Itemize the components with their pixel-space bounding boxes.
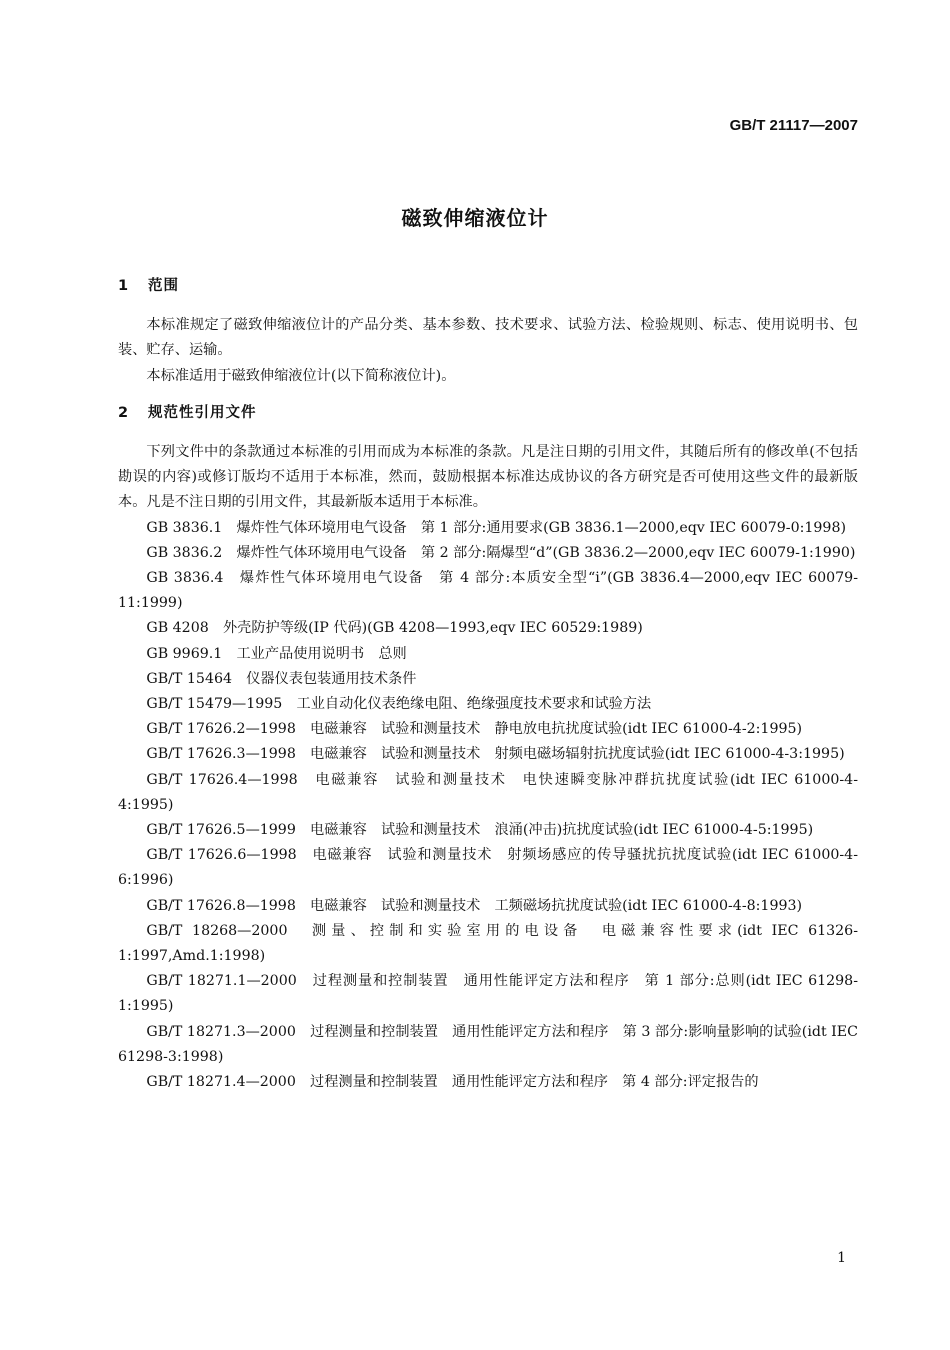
section-2-heading — [118, 401, 858, 426]
reference-item: GB 3836.1 爆炸性气体环境用电气设备 第 1 部分:通用要求(GB 3836.1—2000,eqv IEC 60079-0:1998) — [146, 519, 847, 536]
document-body — [118, 274, 858, 1095]
section-2-intro: 下列文件中的条款通过本标准的引用而成为本标准的条款。凡是注日期的引用文件，其随后所有的修改单(不包括勘误的内容)或修订版均不适用于本标准，然而，鼓励根据本标准达成协议的各方研究是否可使用这些文件的最新版本。凡是不注日期的引用文件，其最新版本适用于本标准。 — [118, 444, 858, 511]
section-1-paragraph-2: 本标准适用于磁致伸缩液位计(以下简称液位计)。 — [146, 367, 456, 384]
reference-item: GB/T 17626.6—1998 电磁兼容 试验和测量技术 射频场感应的传导骚扰抗扰度试验(idt IEC 61000-4-6:1996) — [118, 847, 858, 889]
reference-item: GB 3836.2 爆炸性气体环境用电气设备 第 2 部分:隔爆型“d”(GB 3836.2—2000,eqv IEC 60079-1:1990) — [146, 544, 856, 561]
section-1-paragraph-1: 本标准规定了磁致伸缩液位计的产品分类、基本参数、技术要求、试验方法、检验规则、标志、使用说明书、包装、贮存、运输。 — [118, 317, 858, 359]
section-2-title: 规范性引用文件 — [148, 404, 257, 421]
section-1-number: 1 — [118, 278, 130, 294]
reference-item: GB/T 18271.4—2000 过程测量和控制装置 通用性能评定方法和程序 第 4 部分:评定报告的 — [146, 1074, 759, 1091]
reference-item: GB/T 17626.8—1998 电磁兼容 试验和测量技术 工频磁场抗扰度试验(idt IEC 61000-4-8:1993) — [146, 897, 803, 914]
section-2-number: 2 — [118, 404, 130, 421]
reference-item: GB/T 17626.3—1998 电磁兼容 试验和测量技术 射频电磁场辐射抗扰度试验(idt IEC 61000-4-3:1995) — [146, 746, 845, 763]
document-title: 磁致伸缩液位计 — [401, 206, 549, 230]
reference-item: GB/T 18271.3—2000 过程测量和控制装置 通用性能评定方法和程序 第 3 部分:影响量影响的试验(idt IEC 61298-3:1998) — [118, 1023, 858, 1065]
section-1-heading — [118, 274, 858, 299]
reference-item: GB/T 17626.2—1998 电磁兼容 试验和测量技术 静电放电抗扰度试验(idt IEC 61000-4-2:1995) — [146, 721, 803, 738]
reference-item: GB/T 18268—2000 测量、控制和实验室用的电设备 电磁兼容性要求(idt IEC 61326-1:1997,Amd.1:1998) — [118, 922, 858, 965]
reference-item: GB 3836.4 爆炸性气体环境用电气设备 第 4 部分:本质安全型“i”(GB 3836.4—2000,eqv IEC 60079-11:1999) — [118, 570, 858, 612]
reference-item: GB 4208 外壳防护等级(IP 代码)(GB 4208—1993,eqv IEC 60529:1989) — [146, 620, 643, 637]
reference-list — [118, 516, 858, 1096]
reference-item: GB/T 17626.5—1999 电磁兼容 试验和测量技术 浪涌(冲击)抗扰度试验(idt IEC 61000-4-5:1995) — [146, 822, 814, 839]
standard-code: GB/T 21117—2007 — [729, 117, 858, 134]
reference-item: GB/T 15479—1995 工业自动化仪表绝缘电阻、绝缘强度技术要求和试验方法 — [146, 696, 652, 713]
reference-item: GB/T 17626.4—1998 电磁兼容 试验和测量技术 电快速瞬变脉冲群抗扰度试验(idt IEC 61000-4-4:1995) — [118, 771, 858, 813]
page-number: 1 — [837, 1250, 846, 1266]
section-1-title: 范围 — [148, 278, 179, 294]
reference-item: GB/T 15464 仪器仪表包装通用技术条件 — [146, 670, 417, 687]
reference-item: GB/T 18271.1—2000 过程测量和控制装置 通用性能评定方法和程序 第 1 部分:总则(idt IEC 61298-1:1995) — [118, 973, 858, 1015]
reference-item: GB 9969.1 工业产品使用说明书 总则 — [146, 645, 407, 662]
